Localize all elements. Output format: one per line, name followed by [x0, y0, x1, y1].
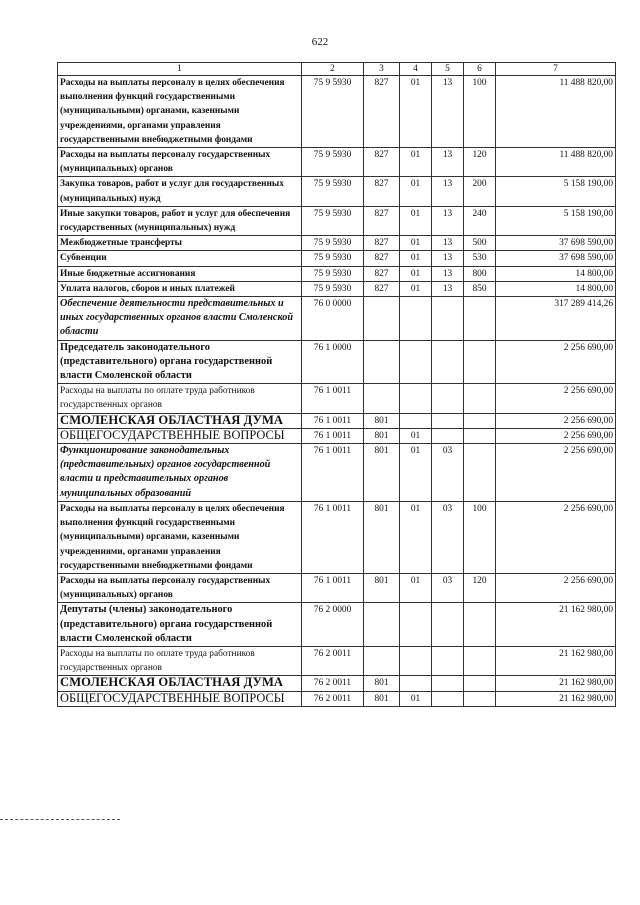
cell-sum: 2 256 690,00 [496, 444, 616, 502]
cell-rz: 01 [400, 251, 432, 266]
column-header-ved: 3 [364, 63, 400, 76]
cell-pr [432, 384, 464, 413]
cell-rz: 01 [400, 428, 432, 443]
cell-name: Уплата налогов, сборов и иных платежей [58, 281, 302, 296]
column-header-sum: 7 [496, 63, 616, 76]
cell-sum: 11 488 820,00 [496, 76, 616, 148]
cell-sum: 2 256 690,00 [496, 413, 616, 428]
column-header-code: 2 [302, 63, 364, 76]
cell-pr [432, 603, 464, 647]
cell-vr [464, 297, 496, 341]
cell-ved: 827 [364, 236, 400, 251]
cell-code: 76 1 0000 [302, 340, 364, 384]
cell-sum: 21 162 980,00 [496, 676, 616, 691]
cell-vr: 850 [464, 281, 496, 296]
cell-vr [464, 691, 496, 706]
cell-pr [432, 676, 464, 691]
cell-rz [400, 384, 432, 413]
cell-rz: 01 [400, 444, 432, 502]
cell-rz: 01 [400, 148, 432, 177]
cell-vr: 100 [464, 501, 496, 573]
cell-code: 76 1 0011 [302, 413, 364, 428]
cell-vr [464, 603, 496, 647]
cell-ved [364, 384, 400, 413]
cell-ved: 827 [364, 76, 400, 148]
cell-name: СМОЛЕНСКАЯ ОБЛАСТНАЯ ДУМА [58, 413, 302, 428]
cell-pr [432, 691, 464, 706]
column-header-rz: 4 [400, 63, 432, 76]
cell-code: 75 9 5930 [302, 281, 364, 296]
cell-sum: 21 162 980,00 [496, 603, 616, 647]
cell-name: Депутаты (члены) законодательного (представительного) органа государственной власти Смоленской области [58, 603, 302, 647]
column-header-vr: 6 [464, 63, 496, 76]
cell-rz: 01 [400, 691, 432, 706]
cell-vr [464, 444, 496, 502]
cell-name: ОБЩЕГОСУДАРСТВЕННЫЕ ВОПРОСЫ [58, 691, 302, 706]
cell-vr [464, 384, 496, 413]
cell-ved [364, 646, 400, 675]
table-row [58, 297, 616, 341]
table-row [58, 501, 616, 573]
cell-ved: 801 [364, 501, 400, 573]
cell-pr: 13 [432, 281, 464, 296]
cell-sum: 21 162 980,00 [496, 691, 616, 706]
cell-code: 76 2 0000 [302, 603, 364, 647]
table-header-row [58, 63, 616, 76]
cell-code: 75 9 5930 [302, 266, 364, 281]
cell-sum: 2 256 690,00 [496, 573, 616, 602]
cell-pr: 13 [432, 206, 464, 235]
table-row [58, 444, 616, 502]
cell-code: 75 9 5930 [302, 148, 364, 177]
cell-sum: 2 256 690,00 [496, 428, 616, 443]
cell-code: 76 1 0011 [302, 501, 364, 573]
cell-rz [400, 297, 432, 341]
cell-name: Расходы на выплаты по оплате труда работников государственных органов [58, 646, 302, 675]
table-row [58, 340, 616, 384]
cell-code: 76 1 0011 [302, 384, 364, 413]
cell-code: 75 9 5930 [302, 76, 364, 148]
cell-rz [400, 646, 432, 675]
cell-ved: 827 [364, 266, 400, 281]
cell-name: ОБЩЕГОСУДАРСТВЕННЫЕ ВОПРОСЫ [58, 428, 302, 443]
cell-rz: 01 [400, 266, 432, 281]
cell-sum: 14 800,00 [496, 281, 616, 296]
table-row [58, 691, 616, 706]
cell-rz: 01 [400, 236, 432, 251]
cell-rz: 01 [400, 206, 432, 235]
cell-vr: 100 [464, 76, 496, 148]
cell-vr: 200 [464, 177, 496, 206]
scan-artifact-line [0, 819, 120, 820]
cell-sum: 21 162 980,00 [496, 646, 616, 675]
cell-pr: 13 [432, 148, 464, 177]
cell-name: СМОЛЕНСКАЯ ОБЛАСТНАЯ ДУМА [58, 676, 302, 691]
cell-vr [464, 413, 496, 428]
column-header-pr: 5 [432, 63, 464, 76]
cell-rz [400, 340, 432, 384]
cell-rz: 01 [400, 177, 432, 206]
cell-ved: 827 [364, 177, 400, 206]
table-row [58, 384, 616, 413]
cell-name: Функционирование законодательных (представительных) органов государственной власти и представительных органов муниципальных образований [58, 444, 302, 502]
cell-pr: 03 [432, 444, 464, 502]
cell-name: Обеспечение деятельности представительных и иных государственных органов власти Смоленской области [58, 297, 302, 341]
cell-pr [432, 340, 464, 384]
table-row [58, 76, 616, 148]
cell-sum: 2 256 690,00 [496, 340, 616, 384]
table-row [58, 177, 616, 206]
cell-ved [364, 297, 400, 341]
cell-pr: 13 [432, 266, 464, 281]
cell-vr [464, 646, 496, 675]
cell-code: 76 2 0011 [302, 691, 364, 706]
cell-sum: 37 698 590,00 [496, 236, 616, 251]
cell-name: Расходы на выплаты персоналу в целях обеспечения выполнения функций государственными (муниципальными) органами, казенными учреждениями, органами управления государственными внебюджетными фондами [58, 76, 302, 148]
cell-pr [432, 428, 464, 443]
cell-sum: 14 800,00 [496, 266, 616, 281]
cell-code: 76 1 0011 [302, 444, 364, 502]
cell-name: Расходы на выплаты по оплате труда работников государственных органов [58, 384, 302, 413]
cell-ved: 827 [364, 206, 400, 235]
cell-rz [400, 603, 432, 647]
table-row [58, 236, 616, 251]
cell-ved: 801 [364, 573, 400, 602]
cell-rz: 01 [400, 573, 432, 602]
cell-sum: 2 256 690,00 [496, 384, 616, 413]
cell-ved: 827 [364, 251, 400, 266]
cell-ved: 827 [364, 281, 400, 296]
cell-vr: 500 [464, 236, 496, 251]
cell-name: Председатель законодательного (представительного) органа государственной власти Смоленской области [58, 340, 302, 384]
cell-rz [400, 676, 432, 691]
cell-code: 76 1 0011 [302, 428, 364, 443]
cell-ved: 801 [364, 428, 400, 443]
cell-sum: 37 698 590,00 [496, 251, 616, 266]
cell-vr: 120 [464, 573, 496, 602]
cell-vr [464, 676, 496, 691]
table-row [58, 603, 616, 647]
cell-code: 75 9 5930 [302, 177, 364, 206]
cell-code: 76 2 0011 [302, 676, 364, 691]
cell-pr: 13 [432, 251, 464, 266]
cell-pr: 13 [432, 177, 464, 206]
cell-name: Закупка товаров, работ и услуг для государственных (муниципальных) нужд [58, 177, 302, 206]
cell-vr [464, 340, 496, 384]
budget-table [57, 62, 616, 707]
cell-name: Иные бюджетные ассигнования [58, 266, 302, 281]
cell-rz: 01 [400, 76, 432, 148]
cell-name: Субвенции [58, 251, 302, 266]
cell-pr: 13 [432, 236, 464, 251]
column-header-name: 1 [58, 63, 302, 76]
cell-ved: 827 [364, 148, 400, 177]
table-row [58, 206, 616, 235]
table-row [58, 251, 616, 266]
cell-code: 75 9 5930 [302, 236, 364, 251]
cell-vr: 530 [464, 251, 496, 266]
cell-ved [364, 340, 400, 384]
cell-name: Расходы на выплаты персоналу в целях обеспечения выполнения функций государственными (муниципальными) органами, казенными учреждениями, органами управления государственными внебюджетными фондами [58, 501, 302, 573]
cell-vr [464, 428, 496, 443]
cell-name: Межбюджетные трансферты [58, 236, 302, 251]
table-row [58, 413, 616, 428]
table-row [58, 148, 616, 177]
cell-rz: 01 [400, 501, 432, 573]
table-row [58, 266, 616, 281]
cell-name: Расходы на выплаты персоналу государственных (муниципальных) органов [58, 148, 302, 177]
cell-sum: 11 488 820,00 [496, 148, 616, 177]
cell-pr: 03 [432, 501, 464, 573]
page-number: 622 [311, 36, 329, 48]
cell-name: Расходы на выплаты персоналу государственных (муниципальных) органов [58, 573, 302, 602]
cell-ved: 801 [364, 444, 400, 502]
cell-pr: 03 [432, 573, 464, 602]
cell-pr [432, 297, 464, 341]
cell-sum: 5 158 190,00 [496, 206, 616, 235]
cell-pr [432, 413, 464, 428]
cell-pr [432, 646, 464, 675]
table-row [58, 676, 616, 691]
cell-code: 75 9 5930 [302, 206, 364, 235]
table-row [58, 428, 616, 443]
table-row [58, 573, 616, 602]
table-row [58, 281, 616, 296]
cell-code: 76 1 0011 [302, 573, 364, 602]
cell-vr: 800 [464, 266, 496, 281]
cell-pr: 13 [432, 76, 464, 148]
cell-sum: 317 289 414,26 [496, 297, 616, 341]
cell-ved: 801 [364, 413, 400, 428]
cell-sum: 5 158 190,00 [496, 177, 616, 206]
cell-ved: 801 [364, 676, 400, 691]
cell-vr: 240 [464, 206, 496, 235]
cell-vr: 120 [464, 148, 496, 177]
cell-rz: 01 [400, 281, 432, 296]
cell-ved: 801 [364, 691, 400, 706]
cell-ved [364, 603, 400, 647]
cell-code: 76 2 0011 [302, 646, 364, 675]
cell-code: 76 0 0000 [302, 297, 364, 341]
cell-sum: 2 256 690,00 [496, 501, 616, 573]
cell-rz [400, 413, 432, 428]
table-row [58, 646, 616, 675]
cell-code: 75 9 5930 [302, 251, 364, 266]
cell-name: Иные закупки товаров, работ и услуг для обеспечения государственных (муниципальных) нужд [58, 206, 302, 235]
